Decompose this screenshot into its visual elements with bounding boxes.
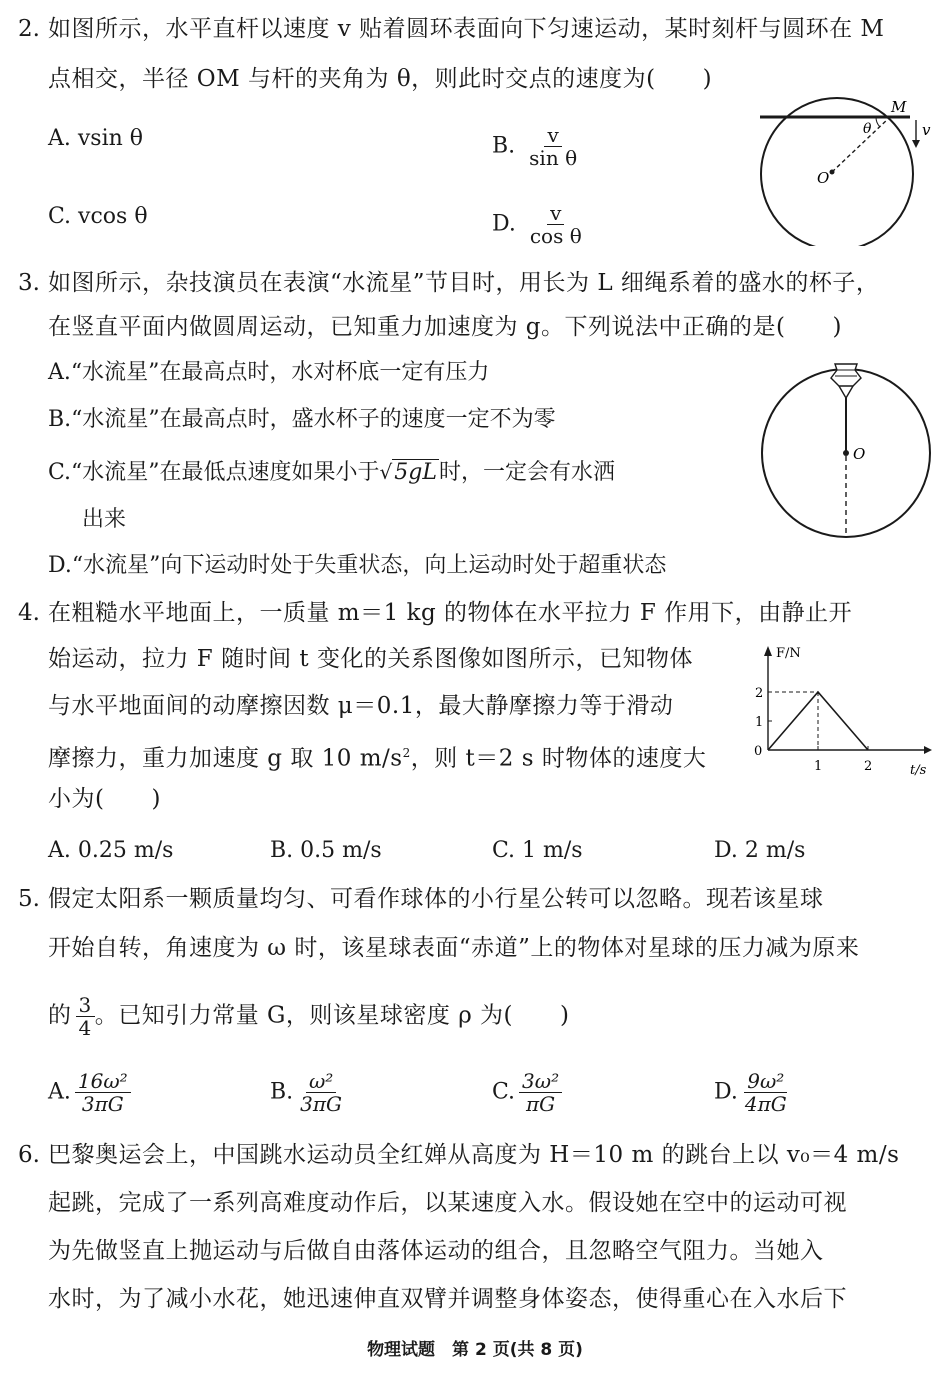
q2-option-d [492, 202, 585, 247]
label-m: M [891, 98, 907, 116]
q2-option-a: A. vsin θ [48, 126, 144, 151]
q4-stem-line3: 与水平地面间的动摩擦因数 μ＝0.1，最大静摩擦力等于滑动 [48, 693, 674, 719]
numerator: v [544, 124, 561, 147]
q4-option-c: C. 1 m/s [492, 838, 583, 863]
rope-left [839, 386, 846, 398]
cup [831, 364, 861, 386]
numerator: ω² [306, 1070, 336, 1093]
label-theta: θ [863, 121, 872, 137]
x-tick-label: 2 [864, 759, 873, 774]
q4-stem-line1: 在粗糙水平地面上，一质量 m＝1 kg 的物体在水平拉力 F 作用下，由静止开 [48, 600, 853, 626]
q2-option-d-fraction [527, 202, 585, 247]
q5-stem-line2: 开始自转，角速度为 ω 时，该星球表面“赤道”上的物体对星球的压力减为原来 [48, 935, 860, 961]
q5-option-a-label: A. [48, 1079, 71, 1105]
origin-label: 0 [754, 744, 763, 759]
q4-stem-line2: 始运动，拉力 F 随时间 t 变化的关系图像如图所示，已知物体 [48, 646, 693, 672]
q5-line3-text1: 的 [48, 1002, 72, 1029]
center-point [843, 450, 849, 456]
numerator: v [547, 202, 564, 225]
q5-option-b [270, 1070, 345, 1115]
q6-number: 6. [18, 1142, 40, 1168]
q5-fraction [76, 994, 95, 1039]
q3-option-b: B.“水流星”在最高点时，盛水杯子的速度一定不为零 [48, 407, 556, 432]
q2-option-b [492, 124, 580, 169]
denominator: 3πG [81, 1092, 124, 1116]
q3-option-a: A.“水流星”在最高点时，水对杯底一定有压力 [48, 360, 490, 385]
q5-stem-line3 [48, 994, 570, 1039]
q3-option-d: D.“水流星”向下运动时处于失重状态，向上运动时处于超重状态 [48, 553, 667, 578]
y-axis-label: F/N [776, 646, 801, 661]
q3-number: 3. [18, 270, 40, 296]
rope-right [846, 386, 853, 398]
q4-option-b: B. 0.5 m/s [270, 838, 382, 863]
y-tick-label: 2 [755, 686, 764, 701]
x-axis-arrow [924, 746, 932, 754]
denominator: cos θ [529, 224, 582, 248]
q5-option-c [492, 1070, 562, 1115]
q5-option-b-label: B. [270, 1079, 294, 1105]
q6-stem-line1: 巴黎奥运会上，中国跳水运动员全红婵从高度为 H＝10 m 的跳台上以 v₀＝4 m/s [48, 1142, 900, 1168]
q3-stem-line2: 在竖直平面内做圆周运动，已知重力加速度为 g。下列说法中正确的是( ) [48, 314, 842, 340]
q5-option-c-fraction [519, 1070, 562, 1115]
q2-option-b-fraction [526, 124, 580, 169]
q6-stem-line3: 为先做竖直上抛运动与后做自由落体运动的组合，且忽略空气阻力。当她入 [48, 1238, 824, 1264]
radius-om [832, 117, 890, 172]
q5-option-a [48, 1070, 131, 1115]
q4-line4-text2: ，则 t＝2 s 时物体的速度大 [410, 745, 707, 772]
sqrt-radicand: 5gL [394, 460, 437, 485]
center-point [830, 170, 835, 175]
q5-option-c-label: C. [492, 1079, 516, 1105]
q5-number: 5. [18, 886, 40, 912]
q2-option-d-label: D. [492, 211, 516, 237]
q4-option-a: A. 0.25 m/s [48, 838, 174, 863]
q6-stem-line4: 水时，为了减小水花，她迅速伸直双臂并调整身体姿态，使得重心在入水后下 [48, 1286, 847, 1312]
q5-option-d [714, 1070, 790, 1115]
q3-figure-water-meteor [755, 356, 940, 541]
numerator: 9ω² [744, 1070, 787, 1093]
q2-stem-line2: 点相交，半径 OM 与杆的夹角为 θ，则此时交点的速度为( ) [48, 66, 713, 92]
denominator: 3πG [300, 1092, 343, 1116]
q5-option-a-fraction [75, 1070, 131, 1115]
q4-option-d: D. 2 m/s [714, 838, 806, 863]
q2-number: 2. [18, 16, 40, 42]
denominator: πG [526, 1092, 556, 1116]
q3-option-c-text1: C.“水流星”在最低点速度如果小于 [48, 460, 380, 485]
denominator: 4πG [744, 1092, 787, 1116]
page-footer: 物理试题 第 2 页(共 8 页) [367, 1340, 583, 1360]
q5-stem-line1: 假定太阳系一颗质量均匀、可看作球体的小行星公转可以忽略。现若该星球 [48, 886, 824, 912]
q4-stem-line4 [48, 738, 706, 774]
numerator: 3ω² [519, 1070, 562, 1093]
q5-line3-text2: 。已知引力常量 G，则该星球密度 ρ 为( ) [94, 1002, 570, 1029]
x-tick-label: 1 [814, 759, 823, 774]
numerator: 16ω² [75, 1070, 131, 1093]
q6-stem-line2: 起跳，完成了一系列高难度动作后，以某速度入水。假设她在空中的运动可视 [48, 1190, 847, 1216]
q4-stem-line5: 小为( ) [48, 786, 161, 812]
q5-option-d-fraction [742, 1070, 790, 1115]
ring [761, 98, 913, 246]
label-o: O [853, 445, 866, 463]
label-o: O [817, 169, 830, 187]
q5-option-d-label: D. [714, 1079, 738, 1105]
x-axis-label: t/s [910, 763, 927, 778]
superscript: 2 [402, 746, 411, 760]
q2-option-b-label: B. [492, 133, 516, 159]
q2-option-c: C. vcos θ [48, 204, 148, 229]
q2-figure-ring-rod [752, 96, 942, 246]
denominator: 4 [78, 1016, 92, 1040]
q3-option-c-continued: 出来 [82, 507, 127, 532]
q2-stem-line1: 如图所示，水平直杆以速度 v 贴着圆环表面向下匀速运动，某时刻杆与圆环在 M [48, 16, 885, 42]
q4-line4-text1: 摩擦力，重力加速度 g 取 10 m/s [48, 745, 403, 772]
denominator: sin θ [529, 146, 578, 170]
q4-number: 4. [18, 600, 40, 626]
numerator: 3 [76, 994, 95, 1017]
y-tick-label: 1 [755, 715, 764, 730]
q3-stem-line1: 如图所示，杂技演员在表演“水流星”节目时，用长为 L 细绳系着的盛水的杯子， [48, 270, 880, 296]
q3-option-c [48, 457, 615, 488]
q4-force-time-chart [750, 640, 940, 785]
sqrt-symbol: √ [379, 460, 393, 484]
velocity-arrowhead [912, 140, 920, 148]
y-axis-arrow [764, 646, 772, 656]
label-v: v [922, 121, 931, 139]
q3-option-c-text2: 时，一定会有水洒 [439, 460, 616, 485]
q5-option-b-fraction [297, 1070, 345, 1115]
